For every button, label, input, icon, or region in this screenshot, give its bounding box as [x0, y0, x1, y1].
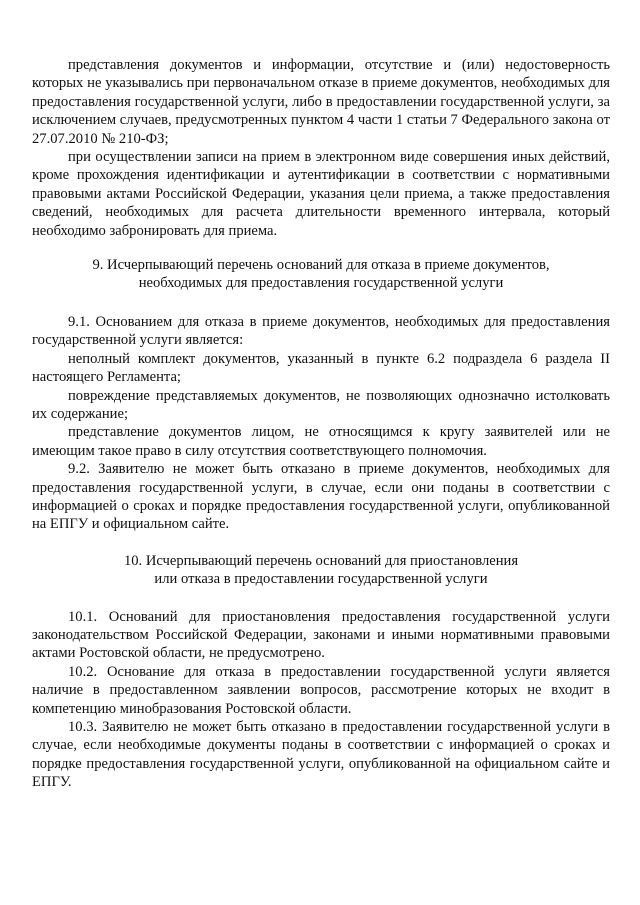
paragraph-electronic-appointment: при осуществлении записи на прием в электронном виде совершения иных действий, кроме прохождения идентификации и аутентификации в соответствии с нормативными правовыми актами Российской Федерации, указания цели приема, а также предоставления сведений, необходимых для расчета длительности временного интервала, который необходимо забронировать для приема.: [32, 149, 610, 239]
section-9-heading-line-2: необходимых для предоставления государственной услуги: [138, 275, 504, 292]
section-9-heading: [32, 256, 610, 293]
section-9-heading-line-1: 9. Исчерпывающий перечень оснований для отказа в приеме документов,: [92, 257, 550, 274]
section-10-heading-line-1: 10. Исчерпывающий перечень оснований для приостановления: [123, 552, 519, 569]
section-10-heading: [32, 552, 610, 589]
paragraph-10-2: 10.2. Основание для отказа в предоставлении государственной услуги является наличие в предоставленном заявлении вопросов, рассмотрение которых не входит в компетенцию минобразования Ростовской области.: [32, 663, 610, 717]
paragraph-9-1-item-incomplete-set: неполный комплект документов, указанный в пункте 6.2 подраздела 6 раздела II настоящего Регламента;: [32, 350, 610, 386]
paragraph-10-3: 10.3. Заявителю не может быть отказано в предоставлении государственной услуги в случае, если необходимые документы поданы в соответствии с информацией о сроках и порядке предоставления государственной услуги, опубликованной на официальном сайте и ЕПГУ.: [32, 719, 610, 791]
section-10-heading-line-2: или отказа в предоставлении государственной услуги: [154, 571, 488, 588]
paragraph-9-1-item-damaged-documents: повреждение представляемых документов, не позволяющих однозначно истолковать их содержание;: [32, 387, 610, 422]
paragraph-9-1-item-unauthorized-person: представление документов лицом, не относящимся к кругу заявителей или не имеющим такое право в силу отсутствия соответствующего полномочия.: [32, 424, 610, 459]
paragraph-9-1: 9.1. Основанием для отказа в приеме документов, необходимых для предоставления государственной услуги является:: [32, 313, 610, 349]
paragraph-9-2: 9.2. Заявителю не может быть отказано в приеме документов, необходимых для предоставления государственной услуги, в случае, если они поданы в соответствии с информацией о сроках и порядке предоставления государственной услуги, опубликованной на ЕПГУ и официальном сайте.: [32, 461, 610, 533]
paragraph-continuation: представления документов и информации, отсутствие и (или) недостоверность которых не указывались при первоначальном отказе в приеме документов, необходимых для предоставления государственной услуги, либо в предоставлении государственной услуги, за исключением случаев, предусмотренных пунктом 4 части 1 статьи 7 Федерального закона от 27.07.2010 № 210-ФЗ;: [32, 57, 611, 147]
document-page: [32, 56, 610, 792]
paragraph-10-1: 10.1. Оснований для приостановления предоставления государственной услуги законодательством Российской Федерации, законами и иными нормативными правовыми актами Ростовской области, не предусмотрено.: [32, 608, 610, 662]
